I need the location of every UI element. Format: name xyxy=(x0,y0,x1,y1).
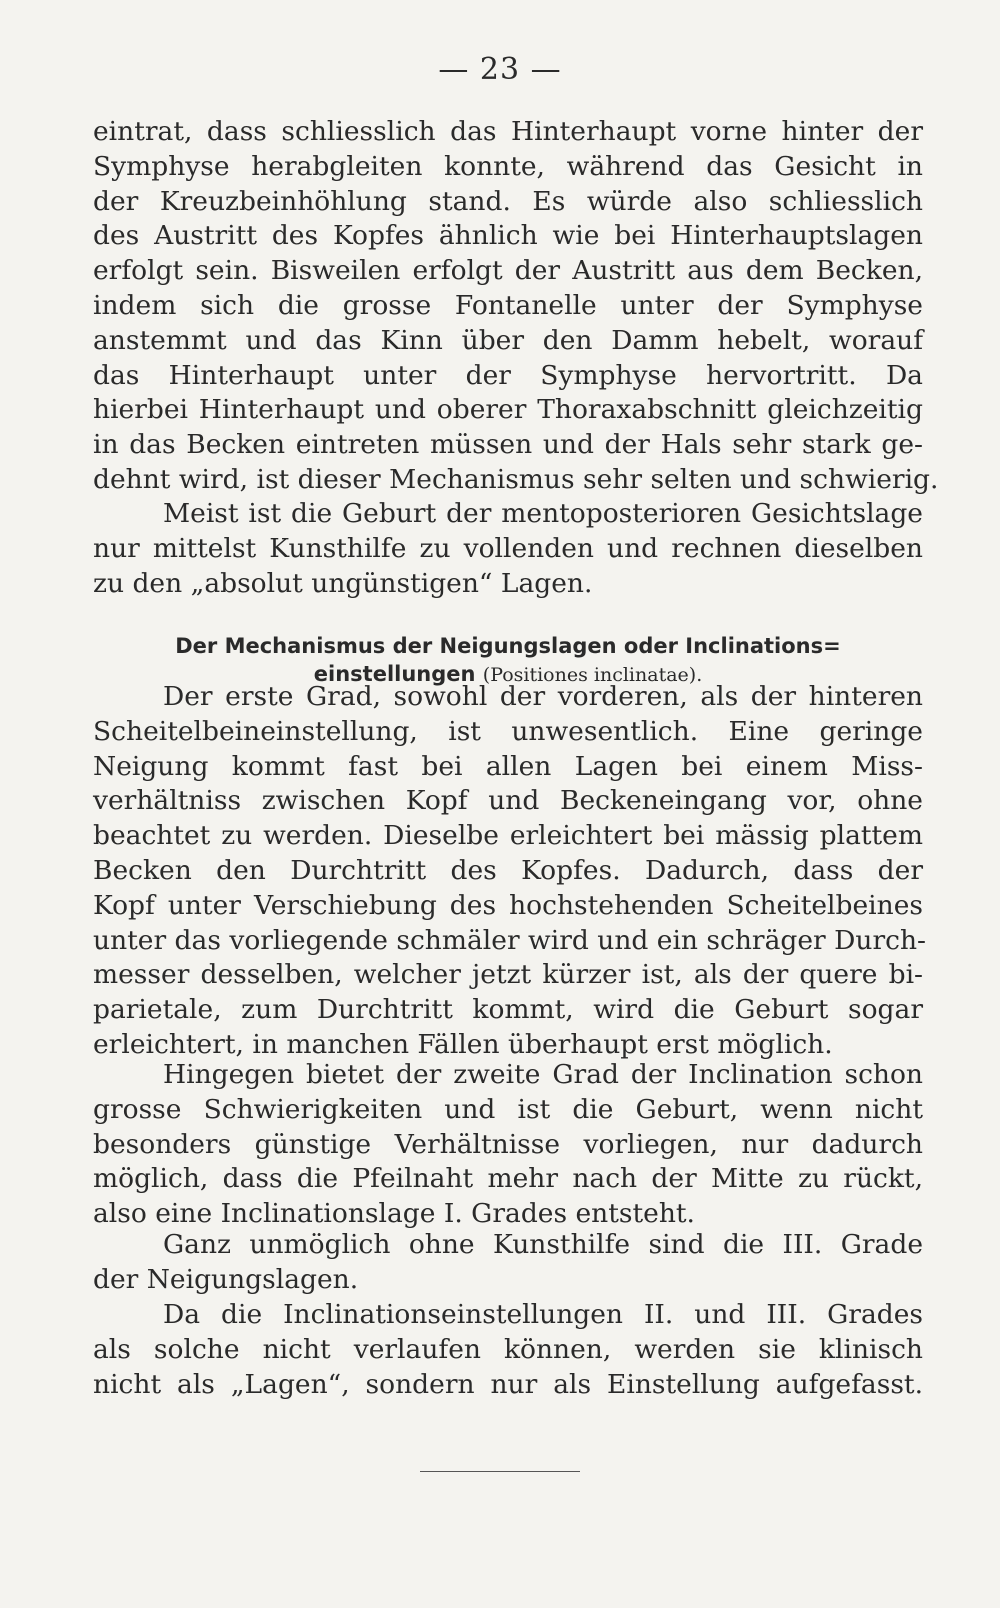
paragraph-6 xyxy=(93,1298,923,1402)
heading-subtitle: (Positiones inclinatae). xyxy=(482,664,703,686)
text-line: Scheitelbeineinstellung, ist unwesentlich. Eine geringe xyxy=(93,715,923,747)
text-line: eintrat, dass schliesslich das Hinterhaupt vorne hinter der xyxy=(93,116,923,147)
text-line: in das Becken eintreten müssen und der Hals sehr stark ge- xyxy=(93,429,923,461)
text-line: Meist ist die Geburt der mentoposterioren Gesichtslage xyxy=(163,498,923,529)
end-rule xyxy=(420,1471,580,1472)
text-line: messer desselben, welcher jetzt kürzer ist, als der quere bi- xyxy=(93,959,923,991)
text-line: unter das vorliegende schmäler wird und ein schräger Durch- xyxy=(93,924,926,956)
text-line: der Kreuzbeinhöhlung stand. Es würde also schliesslich xyxy=(93,185,923,217)
text-line: Becken den Durchtritt des Kopfes. Dadurch, dass der xyxy=(93,854,923,886)
text-line: Kopf unter Verschiebung des hochstehenden Scheitelbeines xyxy=(93,889,923,921)
text-line: möglich, dass die Pfeilnaht mehr nach der Mitte zu rückt, xyxy=(93,1163,923,1195)
heading-main: einstellungen xyxy=(313,662,476,686)
text-line: das Hinterhaupt unter der Symphyse hervortritt. Da xyxy=(93,359,923,391)
text-line: grosse Schwierigkeiten und ist die Geburt, wenn nicht xyxy=(93,1093,923,1125)
text-line: Hingegen bietet der zweite Grad der Inclination schon xyxy=(163,1059,923,1090)
text-line: der Neigungslagen. xyxy=(93,1263,359,1295)
text-line: dehnt wird, ist dieser Mechanismus sehr selten und schwierig. xyxy=(93,463,939,495)
paragraph-1 xyxy=(93,115,939,498)
text-line: erleichtert, in manchen Fällen überhaupt erst möglich. xyxy=(93,1028,833,1060)
text-line: indem sich die grosse Fontanelle unter der Symphyse xyxy=(93,289,923,321)
paragraph-3 xyxy=(93,680,926,1063)
text-line: beachtet zu werden. Dieselbe erleichtert bei mässig plattem xyxy=(93,820,923,852)
text-line: Ganz unmöglich ohne Kunsthilfe sind die III. Grade xyxy=(163,1229,923,1260)
text-line: also eine Inclinationslage I. Grades entsteht. xyxy=(93,1198,695,1230)
text-line: nur mittelst Kunsthilfe zu vollenden und rechnen dieselben xyxy=(93,532,923,564)
heading-line-1: Der Mechanismus der Neigungslagen oder Inclinations= xyxy=(175,634,841,658)
paragraph-5 xyxy=(93,1228,923,1298)
text-line: zu den „absolut ungünstigen“ Lagen. xyxy=(93,567,593,599)
text-line: des Austritt des Kopfes ähnlich wie bei Hinterhauptslagen xyxy=(93,220,923,252)
text-line: Der erste Grad, sowohl der vorderen, als der hinteren xyxy=(163,681,923,712)
text-line: Neigung kommt fast bei allen Lagen bei einem Miss- xyxy=(93,750,923,782)
text-line: Da die Inclinationseinstellungen II. und III. Grades xyxy=(163,1299,923,1330)
text-line: besonders günstige Verhältnisse vorliegen, nur dadurch xyxy=(93,1128,923,1160)
text-line: verhältniss zwischen Kopf und Beckeneingang vor, ohne xyxy=(93,785,923,817)
page-number: — 23 — xyxy=(438,52,562,87)
paragraph-4 xyxy=(93,1058,923,1232)
text-line: parietale, zum Durchtritt kommt, wird die Geburt sogar xyxy=(93,994,923,1026)
text-line: erfolgt sein. Bisweilen erfolgt der Austritt aus dem Becken, xyxy=(93,255,923,287)
text-line: Symphyse herabgleiten konnte, während das Gesicht in xyxy=(93,150,923,182)
text-line: hierbei Hinterhaupt und oberer Thoraxabschnitt gleichzeitig xyxy=(93,394,923,426)
paragraph-2 xyxy=(93,497,923,601)
text-line: als solche nicht verlaufen können, werden sie klinisch xyxy=(93,1333,923,1365)
text-line: anstemmt und das Kinn über den Damm hebelt, worauf xyxy=(93,324,923,356)
text-line: nicht als „Lagen“, sondern nur als Einstellung aufgefasst. xyxy=(93,1368,923,1400)
